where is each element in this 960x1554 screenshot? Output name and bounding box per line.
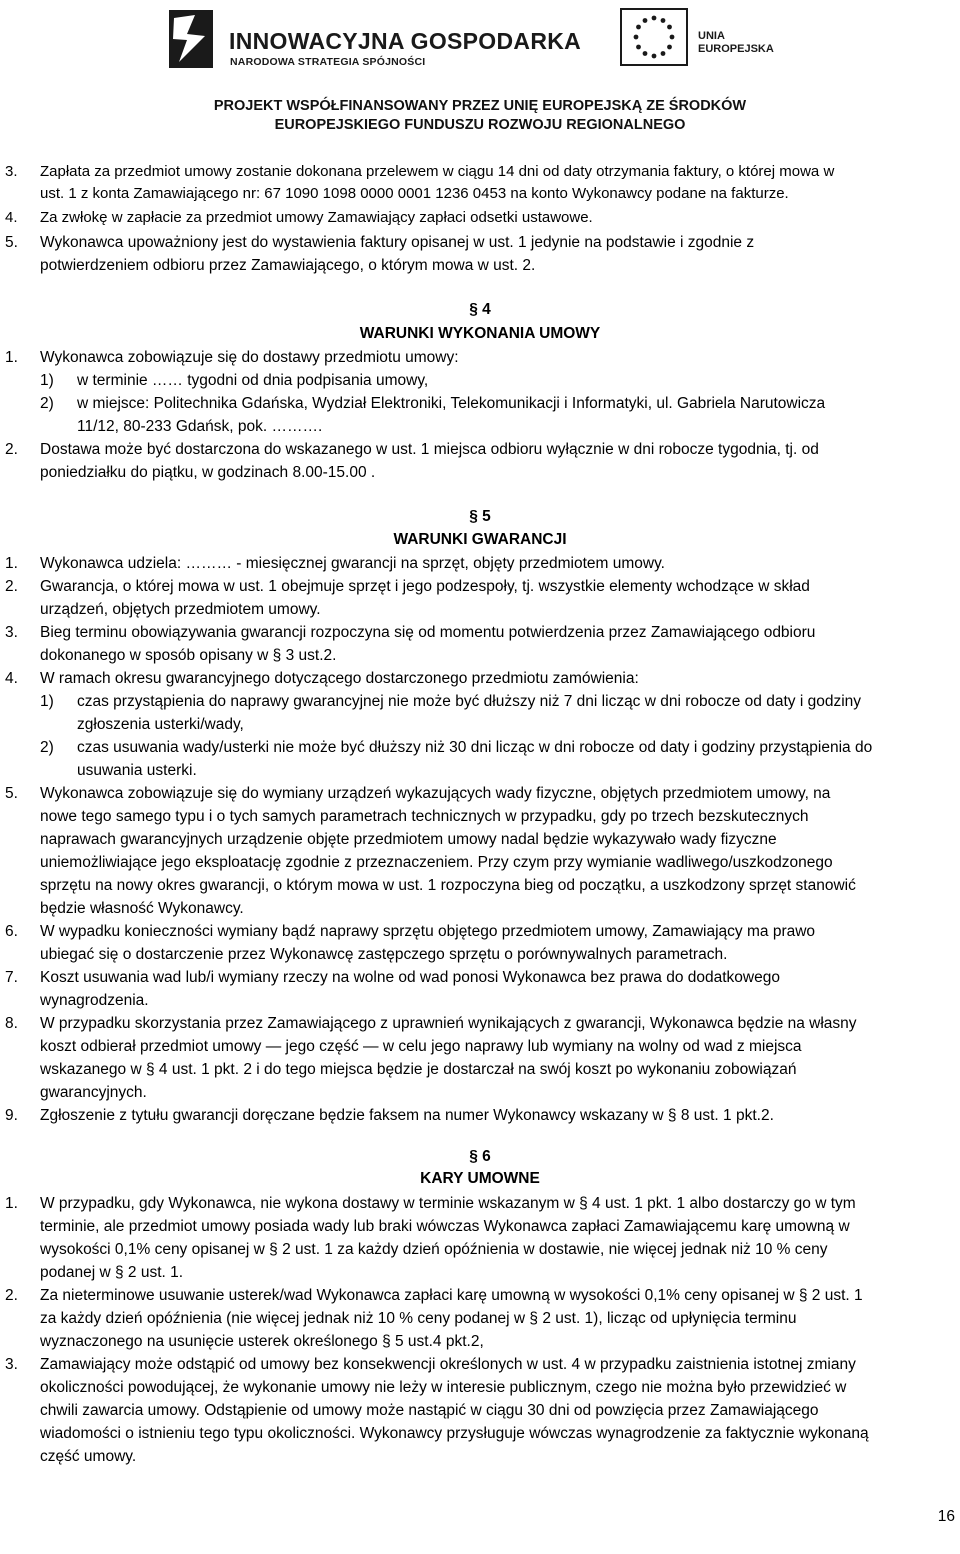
item-number: 6. — [5, 923, 18, 940]
section-sign: § 6 — [469, 1148, 491, 1165]
item-text: terminie, ale przedmiot umowy posiada wady lub braki wówczas Wykonawca zapłaci Zamawiającemu karę umowną w — [40, 1218, 850, 1235]
item-text: koszt odbierał przedmiot umowy — jego część — w celu jego naprawy lub wymiany na wolny od wad z miejsca — [40, 1038, 802, 1055]
item-text: Zapłata za przedmiot umowy zostanie dokonana przelewem w ciągu 14 dni od daty otrzymania faktury, o której mowa w — [40, 163, 835, 180]
item-number: 8. — [5, 1015, 18, 1032]
sub-item-text: czas usuwania wady/usterki nie może być dłuższy niż 30 dni licząc w dni robocze od daty i godziny przystąpienia do — [77, 739, 873, 756]
sub-item-number: 1) — [40, 372, 54, 389]
item-text: Bieg terminu obowiązywania gwarancji rozpoczyna się od momentu potwierdzenia przez Zamawiającego odbioru — [40, 624, 816, 641]
item-number: 4. — [5, 670, 18, 687]
item-text: W przypadku skorzystania przez Zamawiającego z uprawnień wynikających z gwarancji, Wykonawca będzie na własny — [40, 1015, 857, 1032]
item-number: 5. — [5, 785, 18, 802]
item-text: sprzętu na nowy okres gwarancji, o którym mowa w ust. 1 rozpoczyna bieg od początku, a uszkodzony sprzęt stanowić — [40, 877, 856, 894]
item-text: Zamawiający może odstąpić od umowy bez konsekwencji określonych w ust. 4 w przypadku zaistnienia istotnej zmiany — [40, 1356, 856, 1373]
item-text: wiadomości o istnieniu tego typu okoliczności. Wykonawcy przysługuje wówczas wynagrodzenie za faktycznie wykonaną — [40, 1425, 869, 1442]
item-number: 7. — [5, 969, 18, 986]
item-text: uniemożliwiające jego eksploatację zgodnie z przeznaczeniem. Przy czym przy wymianie wadliwego/uszkodzonego — [40, 854, 833, 871]
sub-item-number: 2) — [40, 739, 54, 756]
item-text: Za zwłokę w zapłacie za przedmiot umowy Zamawiający zapłaci odsetki ustawowe. — [40, 209, 593, 226]
item-number: 4. — [5, 209, 18, 226]
item-text: W przypadku, gdy Wykonawca, nie wykona dostawy w terminie wskazanym w § 4 ust. 1 pkt. 1 albo dostarczy go w tym — [40, 1195, 856, 1212]
item-number: 3. — [5, 624, 18, 641]
eu-label — [698, 30, 774, 56]
sub-item-number: 1) — [40, 693, 54, 710]
item-text: Za nieterminowe usuwanie usterek/wad Wykonawca zapłaci karę umowną w wysokości 0,1% ceny opisanej w § 2 ust. 1 — [40, 1287, 863, 1304]
item-text: naprawach gwarancyjnych urządzenie objęte przedmiotem umowy nadal będzie wykazywało wady fizyczne — [40, 831, 777, 848]
item-text: Wykonawca zobowiązuje się do dostawy przedmiotu umowy: — [40, 349, 459, 366]
item-number: 1. — [5, 1195, 18, 1212]
eu-label-line1: UNIA — [698, 30, 725, 42]
item-number: 1. — [5, 349, 18, 366]
ig-subtitle: NARODOWA STRATEGIA SPÓJNOŚCI — [230, 56, 426, 68]
item-number: 3. — [5, 163, 18, 180]
item-text: Zgłoszenie z tytułu gwarancji doręczane będzie faksem na numer Wykonawcy wskazany w § 8 ust. 1 pkt.2. — [40, 1107, 774, 1124]
item-number: 2. — [5, 441, 18, 458]
item-text: okoliczności powodującej, że wykonanie umowy nie leży w interesie publicznym, czego nie można było przewidzieć w — [40, 1379, 847, 1396]
item-text: dokonanego w sposób opisany w § 3 ust.2. — [40, 647, 337, 664]
item-text: Koszt usuwania wad lub/i wymiany rzeczy na wolne od wad ponosi Wykonawca bez prawa do dodatkowego — [40, 969, 780, 986]
item-text: urządzeń, objętych przedmiotem umowy. — [40, 601, 321, 618]
item-number: 1. — [5, 555, 18, 572]
item-text: W ramach okresu gwarancyjnego dotyczącego dostarczonego przedmiotu zamówienia: — [40, 670, 639, 687]
item-text: ust. 1 z konta Zamawiającego nr: 67 1090 1098 0000 0001 1236 0453 na konto Wykonawcy podane na fakturze. — [40, 185, 789, 202]
item-text: wysokości 0,1% ceny opisanej w § 2 ust. 1 za każdy dzień opóźnienia w dostawie, nie więcej jednak niż 10 % ceny — [40, 1241, 828, 1258]
item-text: wyznaczonego na usunięcie usterek określonego § 5 ust.4 pkt.2, — [40, 1333, 484, 1350]
item-number: 5. — [5, 234, 18, 251]
sub-item-text: w miejsce: Politechnika Gdańska, Wydział Elektroniki, Telekomunikacji i Informatyki, ul. Gabriela Narutowicza — [77, 395, 826, 412]
item-text: poniedziałku do piątku, w godzinach 8.00-15.00 . — [40, 464, 376, 481]
section-sign: § 5 — [469, 508, 491, 525]
sub-item-text: 11/12, 80-233 Gdańsk, pok. ………. — [77, 418, 323, 435]
cofund-line1: PROJEKT WSPÓŁFINANSOWANY PRZEZ UNIĘ EUROPEJSKĄ ZE ŚRODKÓW — [213, 98, 747, 114]
item-text: podanej w § 2 ust. 1. — [40, 1264, 184, 1281]
item-number: 2. — [5, 1287, 18, 1304]
section-sign: § 4 — [469, 301, 491, 318]
sub-item-number: 2) — [40, 395, 54, 412]
item-number: 2. — [5, 578, 18, 595]
item-text: potwierdzeniem odbioru przez Zamawiającego, o którym mowa w ust. 2. — [40, 257, 536, 274]
eu-flag-icon — [620, 8, 688, 66]
item-text: będzie własność Wykonawcy. — [40, 900, 244, 917]
item-text: Dostawa może być dostarczona do wskazanego w ust. 1 miejsca odbioru wyłącznie w dni robocze tygodnia, tj. od — [40, 441, 819, 458]
sub-item-text: czas przystąpienia do naprawy gwarancyjnej nie może być dłuższy niż 7 dni licząc w dni robocze od daty i godziny — [77, 693, 862, 710]
item-text: wynagrodzenia. — [40, 992, 149, 1009]
eu-label-line2: EUROPEJSKA — [698, 43, 774, 55]
item-text: chwili zawarcia umowy. Odstąpienie od umowy może nastąpić w ciągu 30 dni od powzięcia przez Zamawiającego — [40, 1402, 819, 1419]
item-text: za każdy dzień opóźnienia (nie więcej jednak niż 10 % ceny podanej w § 2 ust. 1), licząc od upłynięcia terminu — [40, 1310, 797, 1327]
item-text: część umowy. — [40, 1448, 137, 1465]
item-text: W wypadku konieczności wymiany bądź naprawy sprzętu objętego przedmiotem umowy, Zamawiający ma prawo — [40, 923, 816, 940]
page-header — [0, 0, 960, 140]
item-text: Gwarancja, o której mowa w ust. 1 obejmuje sprzęt i jego podzespoły, tj. wszystkie elementy wchodzące w skład — [40, 578, 810, 595]
cofunding-statement — [0, 97, 960, 135]
cofund-line2: EUROPEJSKIEGO FUNDUSZU ROZWOJU REGIONALNEGO — [274, 117, 686, 133]
item-text: gwarancyjnych. — [40, 1084, 147, 1101]
item-text: ubiegać się o dostarczenie przez Wykonawcę zastępczego sprzętu o porównywalnych parametrach. — [40, 946, 728, 963]
item-text: nowe tego samego typu i o tych samych parametrach technicznych w przypadku, gdy po trzech bezskutecznych — [40, 808, 809, 825]
item-text: wskazanego w § 4 ust. 1 pkt. 2 i do tego miejsca będzie je dostarczał na swój koszt po wykonaniu zobowiązań — [40, 1061, 797, 1078]
item-text: Wykonawca udziela: ……… - miesięcznej gwarancji na sprzęt, objęty przedmiotem umowy. — [40, 555, 665, 572]
section-title: WARUNKI GWARANCJI — [393, 531, 567, 548]
item-text: Wykonawca zobowiązuje się do wymiany urządzeń wykazujących wady fizyczne, objętych przedmiotem umowy, na — [40, 785, 831, 802]
sub-item-text: usuwania usterki. — [77, 762, 197, 779]
section-title: WARUNKI WYKONANIA UMOWY — [359, 325, 601, 342]
sub-item-text: zgłoszenia usterki/wady, — [77, 716, 244, 733]
innowacyjna-gospodarka-logo — [165, 6, 217, 72]
sub-item-text: w terminie …… tygodni od dnia podpisania umowy, — [77, 372, 429, 389]
section-title: KARY UMOWNE — [420, 1170, 540, 1187]
item-number: 3. — [5, 1356, 18, 1373]
page-number: 16 — [937, 1508, 955, 1525]
ig-title: INNOWACYJNA GOSPODARKA — [229, 28, 582, 54]
item-text: Wykonawca upoważniony jest do wystawienia faktury opisanej w ust. 1 jedynie na podstawie i zgodnie z — [40, 234, 755, 251]
item-number: 9. — [5, 1107, 18, 1124]
